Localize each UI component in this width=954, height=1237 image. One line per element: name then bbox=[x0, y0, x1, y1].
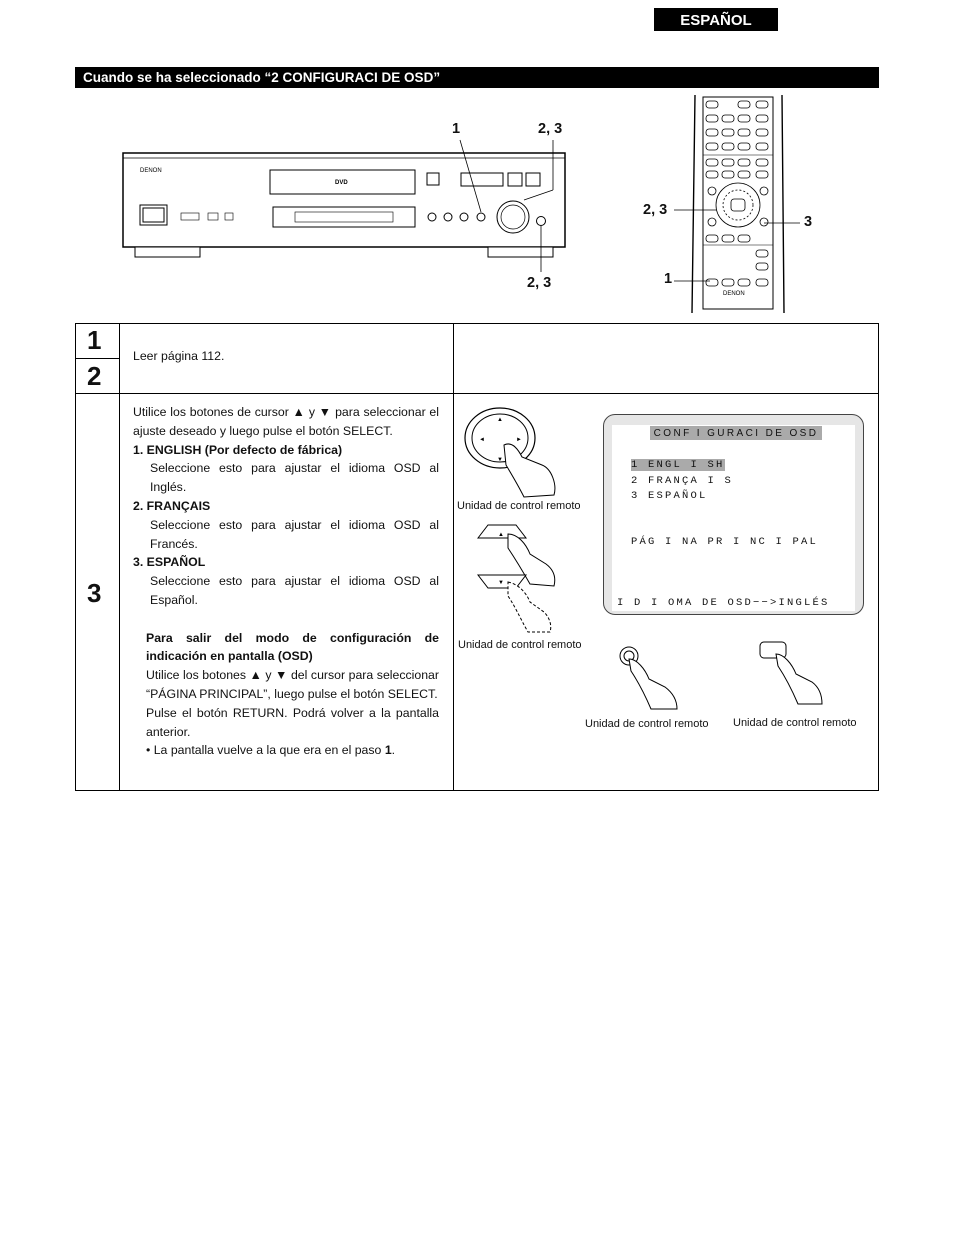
remote-caption-4: Unidad de control remoto bbox=[733, 717, 857, 729]
callout-remote-3: 3 bbox=[804, 214, 813, 230]
remote-brand: DENON bbox=[723, 291, 745, 297]
svg-text:►: ► bbox=[516, 437, 522, 443]
return-text: Pulse el botón RETURN. Podrá volver a la pantalla anterior. bbox=[146, 705, 439, 739]
osd-item-espanol[interactable]: 3 ESPAÑOL bbox=[631, 490, 708, 502]
remote-dial-press-illustration bbox=[462, 405, 572, 500]
dvd-player-illustration bbox=[115, 150, 575, 265]
osd-screen bbox=[603, 414, 864, 615]
select-button-press-illustration bbox=[615, 643, 695, 713]
bullet-note: • La pantalla vuelve a la que era en el paso 1. bbox=[146, 743, 396, 758]
section-title: Cuando se ha seleccionado “2 CONFIGURACI DE OSD” bbox=[75, 67, 879, 88]
remote-caption-1: Unidad de control remoto bbox=[457, 500, 581, 512]
option-espanol-title: 3. ESPAÑOL bbox=[133, 555, 206, 570]
callout-player-2-3-bottom: 2, 3 bbox=[527, 275, 552, 291]
exit-title: Para salir del modo de configuración de indicación en pantalla (OSD) bbox=[146, 630, 439, 664]
osd-item-english[interactable]: 1 ENGL I SH bbox=[631, 459, 725, 471]
step-number-3: 3 bbox=[87, 578, 102, 608]
cursor-buttons-press-illustration bbox=[474, 520, 564, 635]
option-espanol-text: Seleccione esto para ajustar el idioma OSD al Español. bbox=[150, 574, 439, 607]
player-dvd-logo: DVD bbox=[335, 180, 348, 186]
step-number-2: 2 bbox=[87, 361, 102, 391]
table-divider bbox=[75, 393, 879, 394]
osd-title: CONF I GURACI DE OSD bbox=[650, 426, 822, 440]
remote-caption-3: Unidad de control remoto bbox=[585, 718, 709, 730]
osd-main-page[interactable]: PÁG I NA PR I NC I PAL bbox=[631, 536, 819, 548]
option-english-title: 1. ENGLISH (Por defecto de fábrica) bbox=[133, 442, 343, 457]
step-1-2-text: Leer página 112. bbox=[133, 349, 225, 363]
callout-player-1: 1 bbox=[452, 121, 461, 137]
language-tab: ESPAÑOL bbox=[654, 8, 778, 31]
svg-text:▲: ▲ bbox=[497, 417, 503, 423]
step-3-intro: Utilice los botones de cursor ▲ y ▼ para seleccionar el ajuste deseado y luego pulse el botón SELECT. bbox=[133, 405, 439, 438]
svg-text:▲: ▲ bbox=[498, 532, 504, 538]
callout-remote-1: 1 bbox=[664, 271, 673, 287]
svg-text:▼: ▼ bbox=[497, 457, 503, 463]
svg-text:◄: ◄ bbox=[479, 437, 485, 443]
player-brand: DENON bbox=[140, 168, 162, 174]
remote-caption-2: Unidad de control remoto bbox=[458, 639, 582, 651]
exit-text: Utilice los botones ▲ y ▼ del cursor para seleccionar “PÁGINA PRINCIPAL”, luego pulse el botón SELECT. bbox=[146, 668, 439, 701]
callout-player-2-3-top: 2, 3 bbox=[538, 121, 563, 137]
step-number-1: 1 bbox=[87, 325, 102, 355]
return-button-press-illustration bbox=[756, 638, 836, 708]
callout-remote-2-3: 2, 3 bbox=[643, 202, 668, 218]
svg-text:▼: ▼ bbox=[498, 580, 504, 586]
option-english-text: Seleccione esto para ajustar el idioma OSD al Inglés. bbox=[150, 461, 439, 495]
osd-item-francais[interactable]: 2 FRANÇA I S bbox=[631, 475, 734, 487]
osd-status-line: I D I OMA DE OSD−−>INGLÉS bbox=[617, 597, 830, 609]
option-francais-text: Seleccione esto para ajustar el idioma OSD al Francés. bbox=[150, 517, 439, 551]
step-3-instructions bbox=[133, 403, 439, 760]
table-divider bbox=[75, 358, 119, 359]
option-francais-title: 2. FRANÇAIS bbox=[133, 498, 211, 513]
remote-control-illustration bbox=[660, 95, 800, 317]
